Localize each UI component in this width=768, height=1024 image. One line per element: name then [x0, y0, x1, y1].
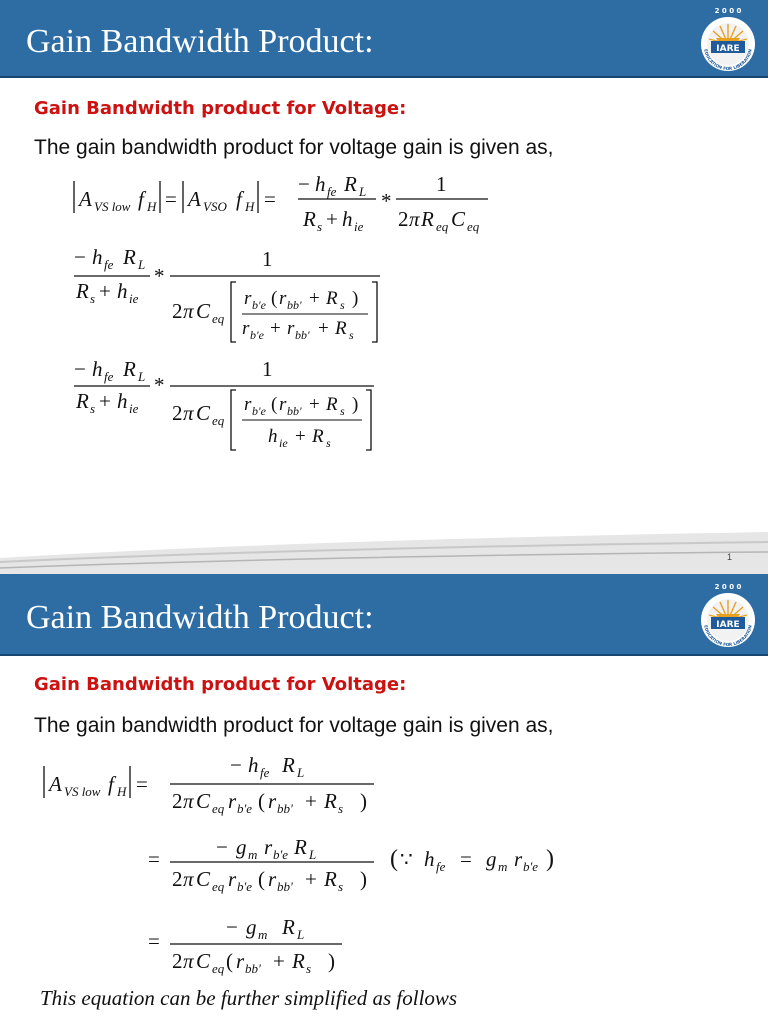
- svg-text:h: h: [342, 207, 353, 231]
- svg-text:r: r: [514, 847, 523, 871]
- svg-text:L: L: [297, 927, 305, 942]
- svg-text:+: +: [99, 389, 111, 413]
- intro-text: The gain bandwidth product for voltage gain is given as,: [34, 714, 554, 737]
- svg-text:(: (: [258, 867, 265, 891]
- svg-text:C: C: [196, 949, 211, 973]
- svg-text:s: s: [90, 401, 96, 416]
- svg-text:fe: fe: [327, 184, 337, 199]
- svg-text:eq: eq: [212, 961, 225, 976]
- svg-text:s: s: [340, 404, 345, 418]
- svg-text:h: h: [248, 753, 259, 777]
- svg-text:R: R: [324, 867, 337, 891]
- svg-text:(: (: [226, 949, 233, 973]
- svg-text:r: r: [268, 789, 277, 813]
- svg-text:L: L: [359, 184, 367, 199]
- svg-text:R: R: [76, 389, 89, 413]
- svg-text:+: +: [326, 207, 338, 231]
- svg-text:fe: fe: [260, 765, 270, 780]
- svg-text:π: π: [183, 299, 194, 323]
- logo-year: 2 0 0 0: [714, 583, 742, 591]
- intro-text: The gain bandwidth product for voltage gain is given as,: [34, 136, 554, 159]
- svg-text:b'e: b'e: [273, 847, 289, 862]
- svg-text:bb': bb': [277, 801, 293, 816]
- svg-text:s: s: [338, 879, 344, 894]
- subtitle-heading: Gain Bandwidth product for Voltage:: [34, 98, 407, 119]
- logo-motto: EDUCATION FOR LIBERATION: [703, 48, 753, 72]
- svg-text:eq: eq: [212, 801, 225, 816]
- svg-text:eq: eq: [467, 219, 480, 234]
- svg-text:2: 2: [172, 299, 183, 323]
- svg-text:+: +: [270, 318, 281, 339]
- svg-text:=: =: [460, 847, 472, 871]
- svg-text:b'e: b'e: [252, 298, 266, 312]
- svg-text:−: −: [216, 835, 228, 859]
- svg-text:VSO: VSO: [203, 199, 227, 214]
- svg-text:π: π: [409, 207, 420, 231]
- svg-text:−: −: [74, 357, 86, 381]
- svg-text:+: +: [309, 394, 320, 415]
- svg-text:R: R: [76, 279, 89, 303]
- svg-text:A: A: [188, 187, 201, 211]
- slide-2: [0, 574, 768, 1024]
- svg-text:R: R: [282, 915, 295, 939]
- svg-text:s: s: [317, 219, 323, 234]
- svg-text:eq: eq: [436, 219, 449, 234]
- svg-text:+: +: [305, 789, 317, 813]
- svg-text:C: C: [196, 299, 211, 323]
- svg-text:fe: fe: [104, 257, 114, 272]
- svg-text:r: r: [244, 394, 252, 415]
- svg-text:=: =: [148, 929, 160, 953]
- svg-text:r: r: [279, 288, 287, 309]
- svg-text:): ): [328, 949, 335, 973]
- svg-text:f: f: [236, 187, 242, 211]
- svg-text:ie: ie: [354, 219, 364, 234]
- svg-text:R: R: [123, 357, 136, 381]
- svg-text:bb': bb': [287, 404, 302, 418]
- svg-text:VS low: VS low: [94, 199, 131, 214]
- equation-gbw-2: [0, 574, 768, 1024]
- svg-text:): ): [546, 846, 554, 872]
- svg-text:1: 1: [262, 247, 273, 271]
- svg-text:b'e: b'e: [250, 328, 264, 342]
- svg-text:R: R: [344, 172, 357, 196]
- svg-text:): ): [352, 394, 359, 415]
- svg-text:2: 2: [172, 949, 183, 973]
- svg-text:C: C: [196, 867, 211, 891]
- svg-text:r: r: [279, 394, 287, 415]
- slide-title: Gain Bandwidth Product:: [26, 599, 374, 636]
- svg-text:L: L: [297, 765, 305, 780]
- slide-title: Gain Bandwidth Product:: [26, 23, 374, 60]
- svg-text:L: L: [138, 369, 146, 384]
- svg-text:π: π: [183, 949, 194, 973]
- svg-text:h: h: [424, 847, 435, 871]
- svg-text:*: *: [381, 189, 392, 213]
- svg-text:−: −: [226, 915, 238, 939]
- svg-text:g: g: [246, 915, 257, 939]
- svg-text:eq: eq: [212, 311, 225, 326]
- svg-text:2: 2: [398, 207, 409, 231]
- svg-text:b'e: b'e: [523, 859, 539, 874]
- svg-text:ie: ie: [279, 436, 288, 450]
- svg-text:r: r: [287, 318, 295, 339]
- svg-text:L: L: [309, 847, 317, 862]
- svg-text:f: f: [108, 772, 114, 796]
- svg-text:bb': bb': [295, 328, 310, 342]
- svg-text:−: −: [230, 753, 242, 777]
- svg-text:m: m: [248, 847, 258, 862]
- svg-text:s: s: [340, 298, 345, 312]
- svg-text:h: h: [92, 245, 103, 269]
- svg-text:m: m: [498, 859, 508, 874]
- svg-text:π: π: [183, 789, 194, 813]
- svg-text:h: h: [268, 426, 278, 447]
- logo-name: IARE: [716, 44, 740, 54]
- svg-text:b'e: b'e: [237, 801, 253, 816]
- svg-text:+: +: [309, 288, 320, 309]
- svg-text:r: r: [264, 835, 273, 859]
- svg-text:): ): [360, 867, 367, 891]
- svg-text:h: h: [92, 357, 103, 381]
- page-number: 1: [726, 552, 732, 562]
- svg-text:R: R: [324, 789, 337, 813]
- svg-text:): ): [360, 789, 367, 813]
- svg-text:1: 1: [436, 172, 447, 196]
- svg-text:b'e: b'e: [237, 879, 253, 894]
- svg-text:A: A: [79, 187, 92, 211]
- svg-text:*: *: [154, 373, 165, 397]
- svg-text:H: H: [117, 784, 127, 799]
- svg-text:(: (: [271, 394, 278, 415]
- svg-text:s: s: [326, 436, 331, 450]
- svg-text:r: r: [268, 867, 277, 891]
- svg-text:fe: fe: [104, 369, 114, 384]
- svg-text:r: r: [228, 867, 237, 891]
- svg-text:H: H: [245, 199, 255, 214]
- svg-text:=: =: [148, 847, 160, 871]
- svg-text:h: h: [117, 389, 128, 413]
- simplification-note: This equation can be further simplified as follows: [40, 986, 458, 1010]
- svg-text:π: π: [183, 401, 194, 425]
- svg-text:=: =: [165, 187, 177, 211]
- svg-text:R: R: [282, 753, 295, 777]
- logo-motto: EDUCATION FOR LIBERATION: [703, 624, 753, 648]
- logo-year: 2 0 0 0: [714, 7, 742, 15]
- svg-text:bb': bb': [277, 879, 293, 894]
- svg-text:h: h: [315, 172, 326, 196]
- logo-name: IARE: [716, 620, 740, 630]
- svg-text:∵: ∵: [400, 849, 413, 871]
- svg-text:R: R: [292, 949, 305, 973]
- svg-text:+: +: [318, 318, 329, 339]
- svg-text:L: L: [138, 257, 146, 272]
- svg-text:+: +: [295, 426, 306, 447]
- svg-text:eq: eq: [212, 879, 225, 894]
- svg-text:b'e: b'e: [252, 404, 266, 418]
- svg-text:+: +: [99, 279, 111, 303]
- svg-text:=: =: [264, 187, 276, 211]
- svg-text:s: s: [306, 961, 312, 976]
- svg-text:VS low: VS low: [64, 784, 101, 799]
- svg-text:−: −: [74, 245, 86, 269]
- svg-text:R: R: [312, 426, 324, 447]
- svg-text:g: g: [486, 847, 497, 871]
- svg-text:2: 2: [172, 789, 183, 813]
- svg-text:2: 2: [172, 401, 183, 425]
- svg-text:m: m: [258, 927, 268, 942]
- svg-text:ie: ie: [129, 291, 139, 306]
- svg-text:R: R: [335, 318, 347, 339]
- svg-text:R: R: [294, 835, 307, 859]
- svg-text:eq: eq: [212, 413, 225, 428]
- svg-text:r: r: [236, 949, 245, 973]
- svg-text:r: r: [242, 318, 250, 339]
- svg-text:r: r: [228, 789, 237, 813]
- svg-text:f: f: [138, 187, 144, 211]
- svg-text:ie: ie: [129, 401, 139, 416]
- svg-text:*: *: [154, 264, 165, 288]
- svg-text:C: C: [451, 207, 466, 231]
- svg-text:R: R: [421, 207, 434, 231]
- svg-text:s: s: [90, 291, 96, 306]
- svg-text:r: r: [244, 288, 252, 309]
- svg-text:R: R: [326, 288, 338, 309]
- svg-text:fe: fe: [436, 859, 446, 874]
- svg-text:): ): [352, 288, 359, 309]
- svg-text:R: R: [326, 394, 338, 415]
- svg-text:(: (: [258, 789, 265, 813]
- svg-text:H: H: [147, 199, 157, 214]
- svg-text:bb': bb': [245, 961, 261, 976]
- svg-text:R: R: [123, 245, 136, 269]
- svg-text:=: =: [136, 772, 148, 796]
- svg-text:R: R: [303, 207, 316, 231]
- svg-text:s: s: [349, 328, 354, 342]
- svg-text:C: C: [196, 401, 211, 425]
- svg-text:(: (: [390, 846, 398, 872]
- svg-text:h: h: [117, 279, 128, 303]
- svg-text:bb': bb': [287, 298, 302, 312]
- svg-text:2: 2: [172, 867, 183, 891]
- svg-text:g: g: [236, 835, 247, 859]
- subtitle-heading: Gain Bandwidth product for Voltage:: [34, 674, 407, 695]
- svg-text:A: A: [49, 772, 62, 796]
- svg-text:+: +: [305, 867, 317, 891]
- svg-text:−: −: [298, 172, 310, 196]
- svg-text:(: (: [271, 288, 278, 309]
- svg-text:+: +: [273, 949, 285, 973]
- svg-text:s: s: [338, 801, 344, 816]
- svg-text:1: 1: [262, 357, 273, 381]
- svg-text:C: C: [196, 789, 211, 813]
- svg-text:π: π: [183, 867, 194, 891]
